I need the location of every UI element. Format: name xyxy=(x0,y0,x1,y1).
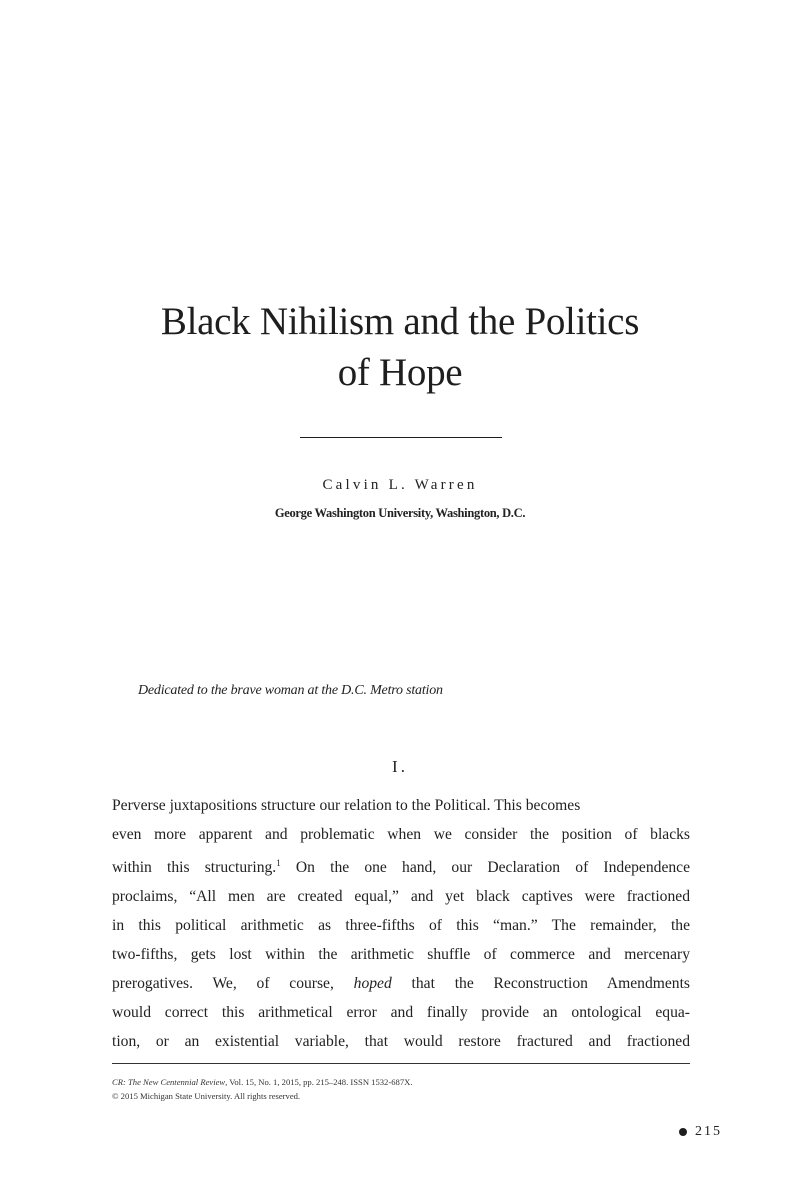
citation-line xyxy=(112,1075,412,1089)
body-line: even more apparent and problematic when we consider the position of blacks xyxy=(112,826,690,843)
citation-details: , Vol. 15, No. 1, 2015, pp. 215–248. ISSN 1532-687X. xyxy=(225,1077,413,1087)
body-line: Perverse juxtapositions structure our relation to the Political. This becomes xyxy=(112,797,581,814)
copyright-line: © 2015 Michigan State University. All rights reserved. xyxy=(112,1091,301,1101)
journal-name: CR: The New Centennial Review xyxy=(112,1077,226,1087)
page-number-value: 215 xyxy=(695,1124,722,1139)
author-name: Calvin L. Warren xyxy=(322,477,478,493)
author-affiliation: George Washington University, Washington, D.C. xyxy=(274,506,526,520)
body-line: tion, or an existential variable, that would restore fractured and fractioned xyxy=(112,1033,690,1051)
article-title-line-1: Black Nihilism and the Politics xyxy=(160,300,640,343)
emphasis-hoped: hoped xyxy=(353,975,392,993)
page-number xyxy=(679,1124,722,1140)
body-line: would correct this arithmetical error and finally provide an ontological equa- xyxy=(112,1004,690,1022)
footnote-marker[interactable]: 1 xyxy=(276,858,281,868)
publication-info xyxy=(112,1075,412,1103)
body-line: two-fifths, gets lost within the arithmetic shuffle of commerce and mercenary xyxy=(112,946,690,964)
body-line: within this structuring.$^1$ On the one hand, our Declaration of Independence xyxy=(112,858,691,877)
dedication: Dedicated to the brave woman at the D.C. Metro station xyxy=(138,683,443,698)
section-heading: I. xyxy=(392,757,408,776)
bullet-icon xyxy=(679,1128,687,1136)
body-line: in this political arithmetic as three-fifths of this “man.” The remainder, the xyxy=(112,917,690,935)
article-title xyxy=(100,296,700,398)
footnote-divider xyxy=(112,1063,690,1064)
body-line: prerogatives. We, of course, hoped that the Reconstruction Amendments xyxy=(112,975,690,993)
article-title-line-2: of Hope xyxy=(337,351,463,394)
body-line: proclaims, “All men are created equal,” and yet black captives were fractioned xyxy=(112,888,690,906)
title-divider xyxy=(300,437,502,438)
body-text xyxy=(112,791,690,1056)
